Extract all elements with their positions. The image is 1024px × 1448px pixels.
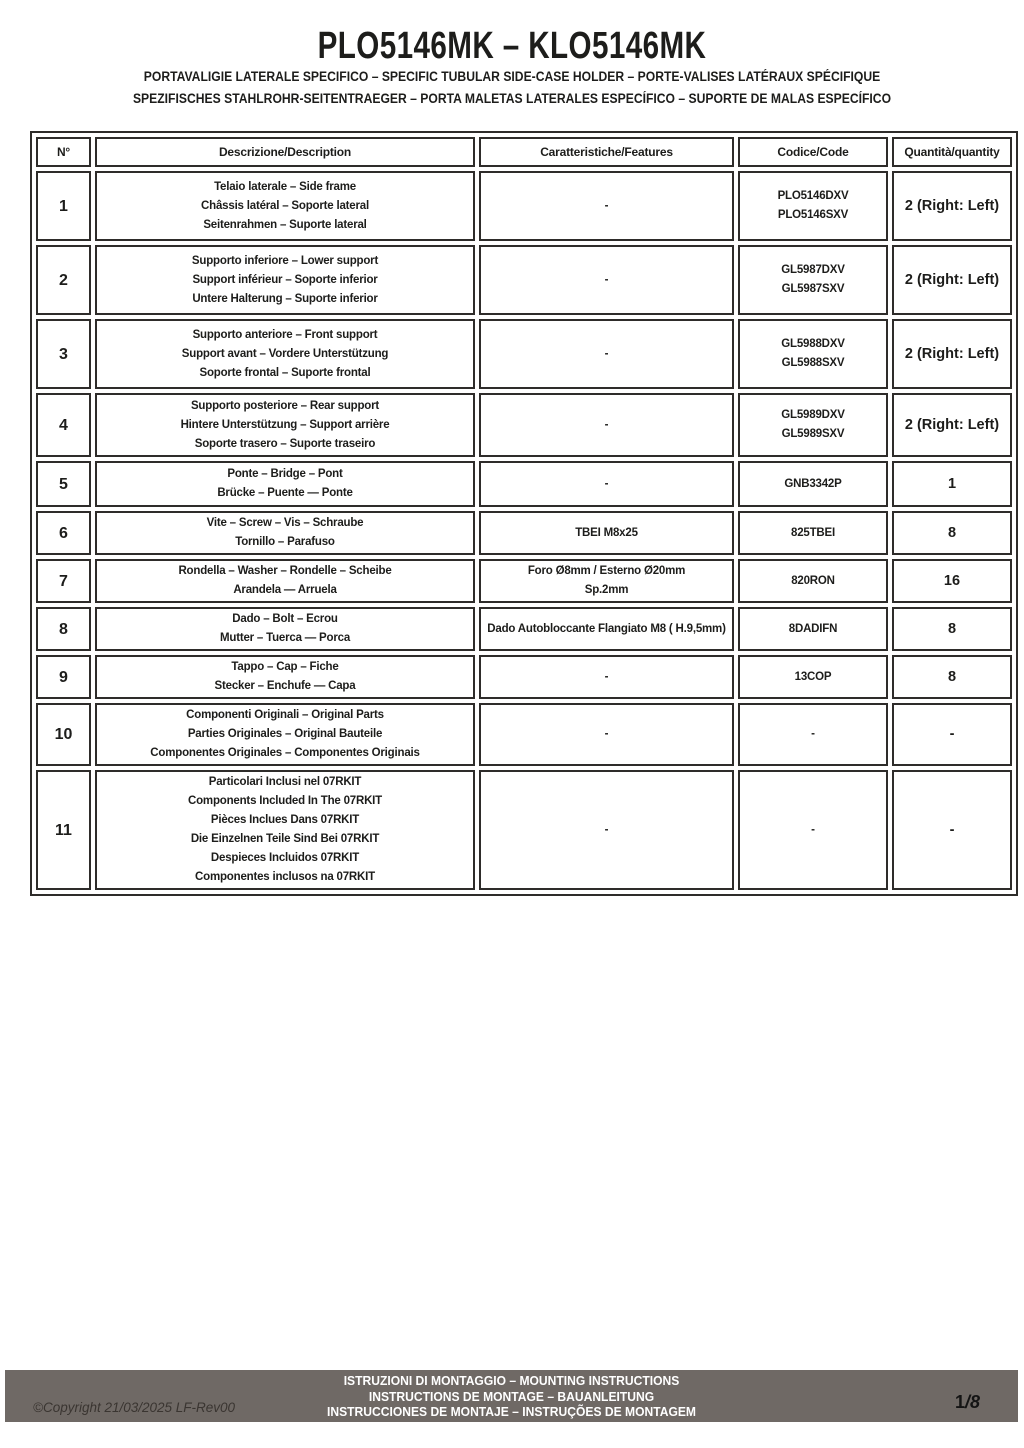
row-code (738, 245, 888, 315)
cell-text-line: Components Included In The 07RKIT (187, 795, 383, 807)
row-code (738, 171, 888, 241)
row-description (95, 607, 475, 651)
row-features (479, 655, 734, 699)
cell-text-line: Componentes Originales – Componentes Originais (150, 747, 420, 759)
page-subtitle-line2: SPEZIFISCHES STAHLROHR-SEITENTRAEGER – PORTA MALETAS LATERALES ESPECÍFICO – SUPORTE DE MALAS ESPECÍFICO (132, 91, 892, 106)
cell-text-line: - (604, 199, 609, 212)
cell-text-line: - (604, 670, 609, 683)
row-code (738, 559, 888, 603)
cell-text-line: Untere Halterung – Suporte inferior (192, 292, 378, 305)
parts-table-header (36, 137, 1012, 167)
row-number (36, 511, 91, 555)
cell-text-line: Dado – Bolt – Ecrou (232, 613, 338, 625)
cell-text-line: Particolari Inclusi nel 07RKIT (208, 776, 362, 788)
row-features (479, 171, 734, 241)
cell-text-line: 8 (59, 620, 68, 638)
row-number (36, 655, 91, 699)
footer-instructions-line1: ISTRUZIONI DI MONTAGGIO – MOUNTING INSTRUCTIONS (343, 1373, 680, 1388)
row-features (479, 319, 734, 389)
cell-text-line: Châssis latéral – Soporte lateral (201, 199, 369, 212)
row-quantity (892, 607, 1012, 651)
cell-text-line: 4 (59, 416, 68, 434)
cell-text-line: Supporto posteriore – Rear support (190, 399, 380, 412)
parts-table-body (36, 171, 1012, 890)
page-number-current: 1 (954, 1392, 965, 1412)
row-description (95, 171, 475, 241)
row-description (95, 655, 475, 699)
cell-text-line: 2 (59, 271, 68, 289)
cell-text-line: 2 (Right: Left) (904, 345, 1000, 362)
cell-text-line: - (949, 821, 955, 838)
table-row (36, 607, 1012, 651)
cell-text-line: 2 (Right: Left) (904, 416, 1000, 433)
row-code (738, 511, 888, 555)
cell-text-line: - (604, 273, 609, 286)
row-description (95, 393, 475, 457)
cell-text-line: GL5988SXV (781, 357, 845, 369)
cell-text-line: Despieces Incluidos 07RKIT (210, 852, 360, 864)
cell-text-line: Stecker – Enchufe — Capa (214, 680, 356, 692)
table-row (36, 319, 1012, 389)
cell-text-line: Parties Originales – Original Bauteile (187, 728, 383, 740)
row-number (36, 703, 91, 766)
cell-text-line: Supporto anteriore – Front support (192, 328, 378, 341)
cell-text-line: 9 (59, 668, 68, 686)
row-features (479, 245, 734, 315)
cell-text-line: 8DADIFN (788, 622, 838, 635)
row-quantity (892, 511, 1012, 555)
cell-text-line: Support avant – Vordere Unterstützung (181, 347, 389, 360)
cell-text-line: GL5989SXV (781, 428, 845, 440)
cell-text-line: 11 (55, 821, 72, 839)
footer-bar (5, 1370, 1018, 1422)
cell-text-line: GL5987DXV (781, 264, 845, 276)
cell-text-line: - (604, 418, 609, 431)
page-subtitle-line1: PORTAVALIGIE LATERALE SPECIFICO – SPECIFIC TUBULAR SIDE-CASE HOLDER – PORTE-VALISES LATÉRAUX SPÉCIFIQUE (143, 69, 881, 84)
cell-text-line: Supporto inferiore – Lower support (191, 254, 379, 267)
cell-text-line: Hintere Unterstützung – Support arrière (180, 418, 390, 431)
col-header-quantity: Quantità/quantity (892, 137, 1012, 167)
row-number (36, 245, 91, 315)
row-quantity (892, 171, 1012, 241)
table-row (36, 393, 1012, 457)
table-row (36, 655, 1012, 699)
row-code (738, 703, 888, 766)
row-number (36, 607, 91, 651)
cell-text-line: Arandela — Arruela (233, 584, 337, 596)
cell-text-line: Sp.2mm (584, 584, 629, 596)
row-quantity (892, 655, 1012, 699)
row-quantity (892, 393, 1012, 457)
header-row (36, 137, 1012, 167)
cell-text-line: 820RON (791, 574, 835, 587)
table-row (36, 171, 1012, 241)
cell-text-line: 1 (59, 197, 68, 215)
row-features (479, 770, 734, 890)
cell-text-line: - (604, 728, 609, 740)
cell-text-line: 2 (Right: Left) (904, 197, 1000, 214)
row-features (479, 703, 734, 766)
cell-text-line: Rondella – Washer – Rondelle – Scheibe (178, 565, 392, 577)
cell-text-line: - (604, 823, 609, 836)
row-features (479, 607, 734, 651)
row-description (95, 511, 475, 555)
cell-text-line: 825TBEI (791, 526, 835, 539)
row-quantity (892, 461, 1012, 507)
cell-text-line: Support inférieur – Soporte inferior (192, 273, 378, 286)
row-code (738, 655, 888, 699)
row-code (738, 461, 888, 507)
row-number (36, 171, 91, 241)
cell-text-line: 13COP (794, 670, 832, 683)
cell-text-line: Telaio laterale – Side frame (214, 180, 356, 193)
row-number (36, 559, 91, 603)
cell-text-line: Ponte – Bridge – Pont (227, 468, 343, 480)
row-code (738, 319, 888, 389)
row-description (95, 319, 475, 389)
row-number (36, 770, 91, 890)
cell-text-line: Componenti Originali – Original Parts (186, 709, 384, 721)
row-quantity (892, 770, 1012, 890)
cell-text-line: GL5989DXV (781, 409, 845, 421)
cell-text-line: 7 (59, 572, 68, 590)
document-header (0, 26, 1024, 110)
parts-table (30, 131, 1018, 896)
footer-instructions-line2: INSTRUCTIONS DE MONTAGE – BAUANLEITUNG (368, 1388, 655, 1404)
table-row (36, 461, 1012, 507)
row-code (738, 770, 888, 890)
cell-text-line: Seitenrahmen – Suporte lateral (203, 218, 367, 231)
row-features (479, 393, 734, 457)
row-code (738, 393, 888, 457)
table-row (36, 245, 1012, 315)
row-description (95, 559, 475, 603)
row-quantity (892, 703, 1012, 766)
row-description (95, 461, 475, 507)
cell-text-line: PLO5146DXV (777, 190, 849, 202)
cell-text-line: Foro Ø8mm / Esterno Ø20mm (527, 565, 686, 577)
cell-text-line: - (811, 728, 815, 740)
cell-text-line: - (604, 347, 609, 360)
cell-text-line: - (604, 477, 609, 490)
row-description (95, 703, 475, 766)
cell-text-line: Mutter – Tuerca — Porca (219, 632, 351, 644)
page-number-total: /8 (964, 1392, 980, 1412)
row-description (95, 245, 475, 315)
cell-text-line: PLO5146SXV (777, 209, 849, 221)
col-header-number: N° (36, 137, 91, 167)
row-number (36, 319, 91, 389)
row-quantity (892, 319, 1012, 389)
cell-text-line: 1 (947, 475, 957, 492)
cell-text-line: TBEI M8x25 (575, 526, 638, 539)
table-row (36, 770, 1012, 890)
table-row (36, 559, 1012, 603)
cell-text-line: 6 (59, 524, 68, 542)
row-quantity (892, 559, 1012, 603)
row-code (738, 607, 888, 651)
cell-text-line: GNB3342P (784, 477, 842, 490)
cell-text-line: 8 (947, 620, 957, 637)
cell-text-line: Soporte frontal – Suporte frontal (199, 366, 371, 379)
cell-text-line: Vite – Screw – Vis – Schraube (206, 517, 364, 529)
page-title: PLO5146MK – KLO5146MK (317, 25, 707, 67)
row-number (36, 393, 91, 457)
row-number (36, 461, 91, 507)
page-number (955, 1392, 980, 1413)
cell-text-line: GL5988DXV (781, 338, 845, 350)
cell-text-line: 8 (947, 668, 957, 685)
footer-instructions-line3: INSTRUCCIONES DE MONTAJE – INSTRUÇÕES DE MONTAGEM (326, 1404, 697, 1419)
cell-text-line: 10 (54, 726, 73, 743)
row-features (479, 559, 734, 603)
col-header-description: Descrizione/Description (95, 137, 475, 167)
row-features (479, 511, 734, 555)
cell-text-line: - (949, 726, 955, 742)
cell-text-line: 5 (59, 475, 68, 493)
cell-text-line: 8 (947, 524, 957, 541)
cell-text-line: - (811, 823, 815, 836)
row-description (95, 770, 475, 890)
cell-text-line: Tornillo – Parafuso (235, 536, 335, 548)
col-header-features: Caratteristiche/Features (479, 137, 734, 167)
row-quantity (892, 245, 1012, 315)
copyright-text: ©Copyright 21/03/2025 LF-Rev00 (33, 1400, 236, 1415)
col-header-code: Codice/Code (738, 137, 888, 167)
cell-text-line: Dado Autobloccante Flangiato M8 ( H.9,5mm) (487, 622, 726, 635)
cell-text-line: Componentes inclusos na 07RKIT (195, 871, 375, 883)
cell-text-line: 2 (Right: Left) (904, 271, 1000, 288)
cell-text-line: GL5987SXV (781, 283, 845, 295)
cell-text-line: Brücke – Puente — Ponte (217, 487, 353, 499)
footer-instructions (5, 1373, 1018, 1420)
table-row (36, 511, 1012, 555)
cell-text-line: 16 (943, 572, 961, 589)
table-row (36, 703, 1012, 766)
row-features (479, 461, 734, 507)
cell-text-line: Pièces Inclues Dans 07RKIT (210, 814, 360, 826)
cell-text-line: Tappo – Cap – Fiche (231, 661, 339, 673)
cell-text-line: Die Einzelnen Teile Sind Bei 07RKIT (190, 833, 380, 845)
cell-text-line: 3 (59, 345, 68, 363)
cell-text-line: Soporte trasero – Suporte traseiro (194, 437, 376, 450)
